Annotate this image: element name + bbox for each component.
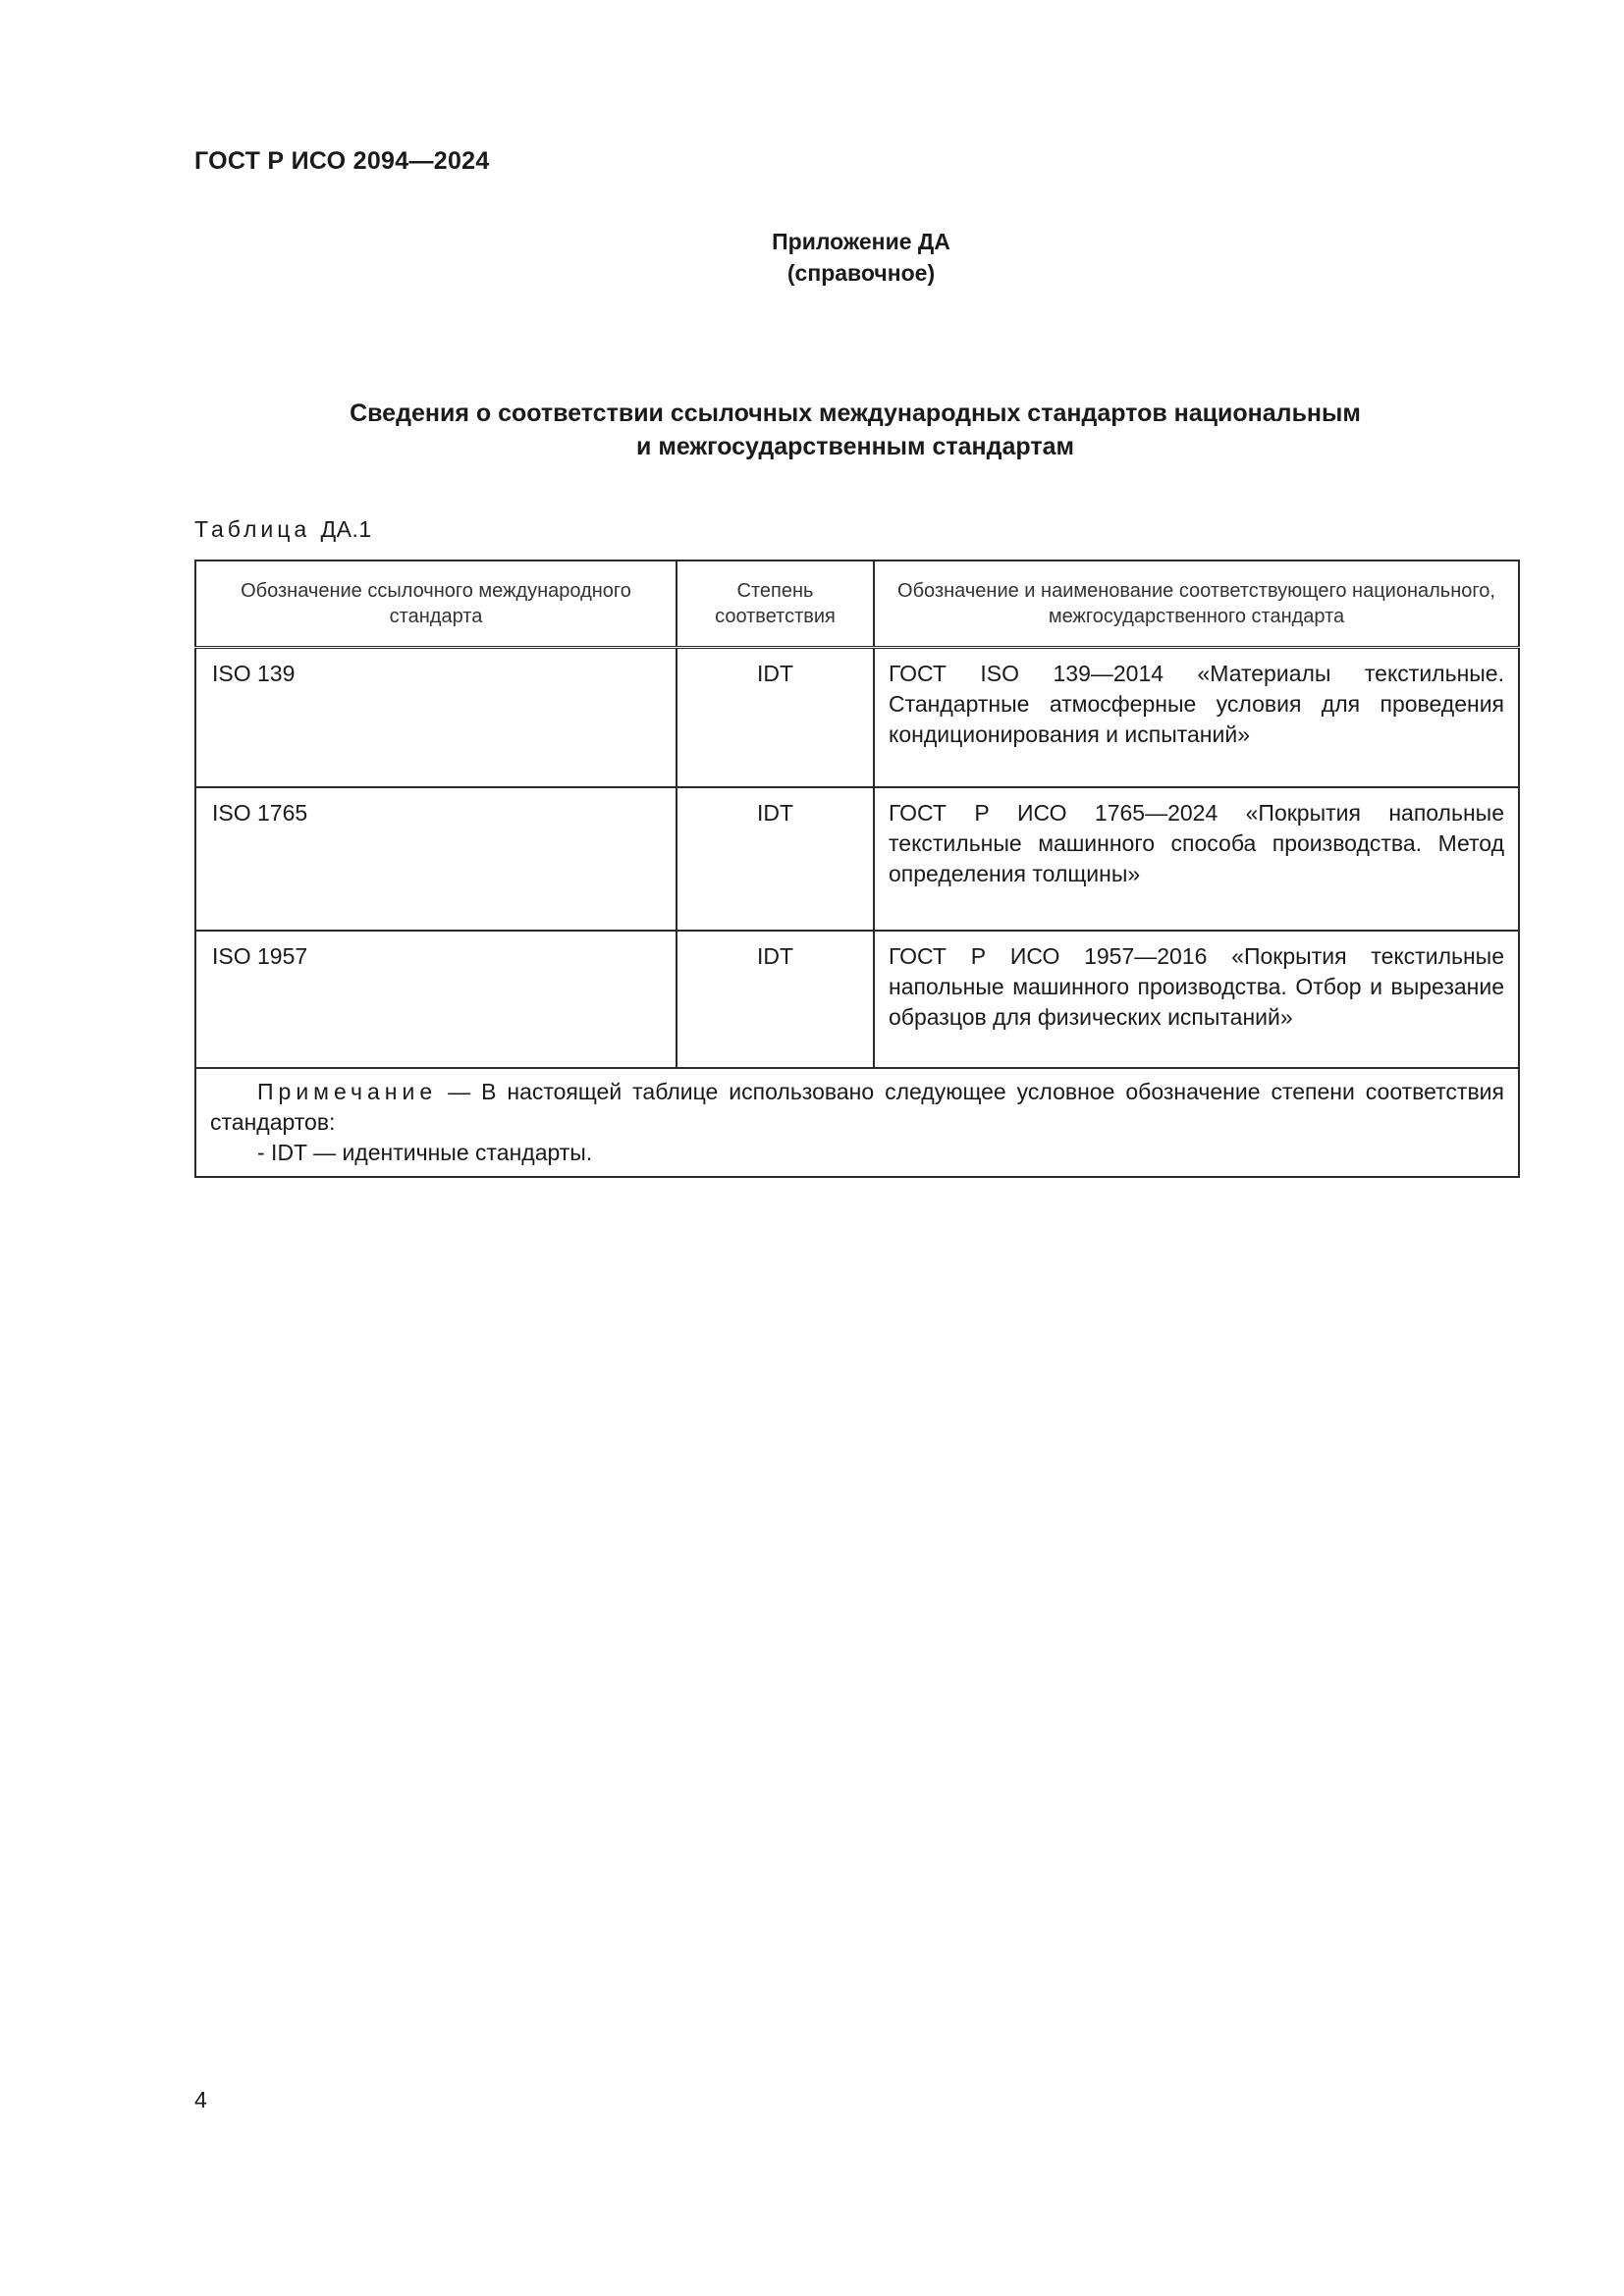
appendix-title: Приложение ДА [772,229,950,254]
table-row [195,648,1519,788]
table-note [195,1068,1519,1177]
national-standard-name: ГОСТ ISO 139—2014 «Материалы текстильные. Стандартные атмосферные условия для проведения кондиционирования и испытаний» [874,648,1519,788]
national-standard-name: ГОСТ Р ИСО 1957—2016 «Покрытия текстильные напольные машинного производства. Отбор и вырезание образцов для физических испытаний» [874,931,1519,1068]
table-header-row [195,561,1519,648]
degree-of-correspondence: IDT [677,648,874,788]
table-caption [194,516,372,543]
international-standard-code: ISO 1765 [195,787,677,931]
national-standard-name: ГОСТ Р ИСО 1765—2024 «Покрытия напольные текстильные машинного способа производства. Метод определения толщины» [874,787,1519,931]
degree-of-correspondence: IDT [677,931,874,1068]
header-international-standard: Обозначение ссылочного международного стандарта [195,561,677,648]
section-title-line-1: Сведения о соответствии ссылочных международных стандартов национальным [350,400,1361,427]
table-note-label: Примечание [257,1079,438,1104]
header-national-standard: Обозначение и наименование соответствующего национального, межгосударственного стандарта [874,561,1519,648]
table-note-lead [210,1077,1504,1138]
section-title-line-2: и межгосударственным стандартам [636,433,1074,460]
table-note-item: - IDT — идентичные стандарты. [257,1140,593,1165]
section-title [194,397,1516,463]
appendix-subtitle: (справочное) [786,260,936,286]
table-row [195,787,1519,931]
table-caption-number: ДА.1 [320,516,372,542]
international-standard-code: ISO 139 [195,648,677,788]
appendix-heading [0,226,1624,289]
page-number: 4 [194,2087,207,2112]
header-degree-of-correspondence: Степень соответствия [677,561,874,648]
standards-correspondence-table [194,560,1520,1178]
table-note-row [195,1068,1519,1177]
document-designation: ГОСТ Р ИСО 2094—2024 [194,147,490,175]
international-standard-code: ISO 1957 [195,931,677,1068]
table-caption-word: Таблица [194,516,311,542]
table-row [195,931,1519,1068]
degree-of-correspondence: IDT [677,787,874,931]
table-note-text: — В настоящей таблице использовано следующее условное обозначение степени соответствия стандартов: [210,1079,1504,1135]
